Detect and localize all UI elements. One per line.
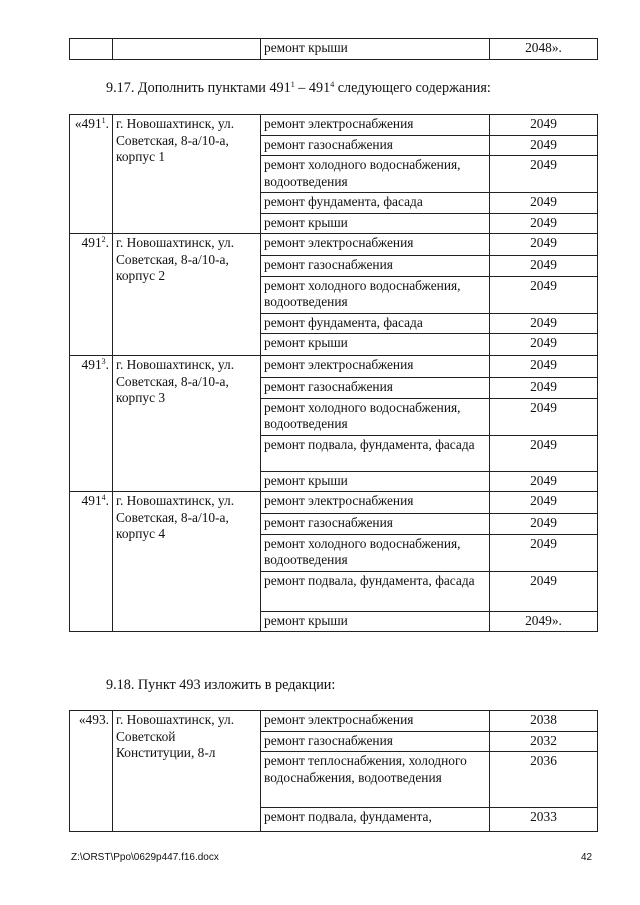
row-number-suffix: .: [105, 493, 109, 508]
year-cell: 2049: [490, 356, 598, 378]
year-cell: 2049: [490, 398, 598, 435]
row-number-suffix: .: [105, 357, 109, 372]
row-number: 491: [81, 493, 102, 508]
footer-page-number: 42: [581, 852, 593, 863]
year-cell: 2049: [490, 213, 598, 234]
year-cell: 2049».: [490, 611, 598, 632]
superscript: 4: [330, 80, 335, 89]
year-cell: 2049: [490, 135, 598, 156]
table-row: [70, 234, 598, 256]
row-number-cell: [70, 115, 113, 234]
paragraph-9-17: [106, 79, 491, 97]
table-row: [70, 356, 598, 378]
work-cell: ремонт электроснабжения: [261, 234, 490, 256]
year-cell: 2049: [490, 471, 598, 492]
year-cell: 2048».: [490, 39, 598, 60]
work-cell: ремонт фундамента, фасада: [261, 313, 490, 334]
year-cell: 2049: [490, 256, 598, 277]
year-cell: 2049: [490, 276, 598, 313]
superscript: 1: [290, 80, 295, 89]
year-cell: 2049: [490, 534, 598, 571]
table-row: [70, 115, 598, 136]
year-cell: 2049: [490, 156, 598, 193]
row-number-suffix: .: [105, 235, 109, 250]
row-number: 491: [81, 357, 102, 372]
work-cell: ремонт газоснабжения: [261, 731, 490, 752]
table-491: [69, 114, 598, 632]
work-cell: ремонт холодного водоснабжения, водоотведения: [261, 156, 490, 193]
table-row: [70, 39, 598, 60]
work-cell: ремонт газоснабжения: [261, 256, 490, 277]
year-cell: 2049: [490, 234, 598, 256]
address-cell: г. Новошахтинск, ул. Советская, 8-а/10-а, корпус 1: [113, 115, 261, 234]
year-cell: 2049: [490, 435, 598, 471]
paragraph-suffix: следующего содержания:: [334, 80, 491, 96]
address-cell: г. Новошахтинск, ул. Советская, 8-а/10-а, корпус 2: [113, 234, 261, 356]
row-number-superscript: 1: [101, 116, 106, 125]
year-cell: 2049: [490, 193, 598, 214]
work-cell: ремонт подвала, фундамента, фасада: [261, 571, 490, 611]
work-cell: ремонт подвала, фундамента, фасада: [261, 435, 490, 471]
row-number-cell: [70, 234, 113, 356]
address-cell: [113, 39, 261, 60]
work-cell: ремонт теплоснабжения, холодного водоснабжения, водоотведения: [261, 752, 490, 808]
row-number: 491: [81, 235, 102, 250]
row-number-cell: «493.: [70, 711, 113, 832]
work-cell: ремонт фундамента, фасада: [261, 193, 490, 214]
row-number-superscript: 2: [101, 235, 106, 244]
work-cell: ремонт крыши: [261, 213, 490, 234]
work-cell: ремонт холодного водоснабжения, водоотведения: [261, 534, 490, 571]
work-cell: ремонт электроснабжения: [261, 356, 490, 378]
work-cell: ремонт электроснабжения: [261, 492, 490, 514]
work-cell: ремонт электроснабжения: [261, 115, 490, 136]
year-cell: 2049: [490, 378, 598, 399]
table-493: [69, 710, 598, 832]
paragraph-9-18: [106, 676, 335, 694]
year-cell: 2038: [490, 711, 598, 732]
paragraph-text: 9.18. Пункт 493 изложить в редакции:: [106, 677, 336, 693]
year-cell: 2049: [490, 313, 598, 334]
row-number-suffix: .: [105, 116, 109, 131]
year-cell: 2033: [490, 808, 598, 832]
work-cell: ремонт электроснабжения: [261, 711, 490, 732]
row-number-cell: [70, 39, 113, 60]
work-cell: ремонт газоснабжения: [261, 378, 490, 399]
row-number-superscript: 4: [101, 493, 106, 502]
work-cell: ремонт крыши: [261, 334, 490, 356]
work-cell: ремонт холодного водоснабжения, водоотведения: [261, 276, 490, 313]
top-table: [69, 38, 598, 60]
work-cell: ремонт крыши: [261, 39, 490, 60]
table-row: [70, 492, 598, 514]
year-cell: 2049: [490, 514, 598, 535]
address-cell: г. Новошахтинск, ул. Советская, 8-а/10-а, корпус 4: [113, 492, 261, 632]
work-cell: ремонт газоснабжения: [261, 135, 490, 156]
year-cell: 2049: [490, 492, 598, 514]
paragraph-mid: – 491: [294, 80, 331, 96]
address-cell: г. Новошахтинск, ул. Советской Конституции, 8-л: [113, 711, 261, 832]
footer-file-path: Z:\ORST\Ppo\0629p447.f16.docx: [71, 852, 219, 863]
row-number-superscript: 3: [101, 357, 106, 366]
work-cell: ремонт холодного водоснабжения, водоотведения: [261, 398, 490, 435]
work-cell: ремонт крыши: [261, 471, 490, 492]
row-number: «491: [74, 116, 102, 131]
year-cell: 2036: [490, 752, 598, 808]
address-cell: г. Новошахтинск, ул. Советская, 8-а/10-а, корпус 3: [113, 356, 261, 492]
paragraph-prefix: 9.17. Дополнить пунктами 491: [106, 80, 291, 96]
table-row: [70, 711, 598, 732]
work-cell: ремонт подвала, фундамента,: [261, 808, 490, 832]
year-cell: 2032: [490, 731, 598, 752]
year-cell: 2049: [490, 115, 598, 136]
row-number-cell: [70, 492, 113, 632]
year-cell: 2049: [490, 334, 598, 356]
row-number-cell: [70, 356, 113, 492]
year-cell: 2049: [490, 571, 598, 611]
work-cell: ремонт крыши: [261, 611, 490, 632]
work-cell: ремонт газоснабжения: [261, 514, 490, 535]
